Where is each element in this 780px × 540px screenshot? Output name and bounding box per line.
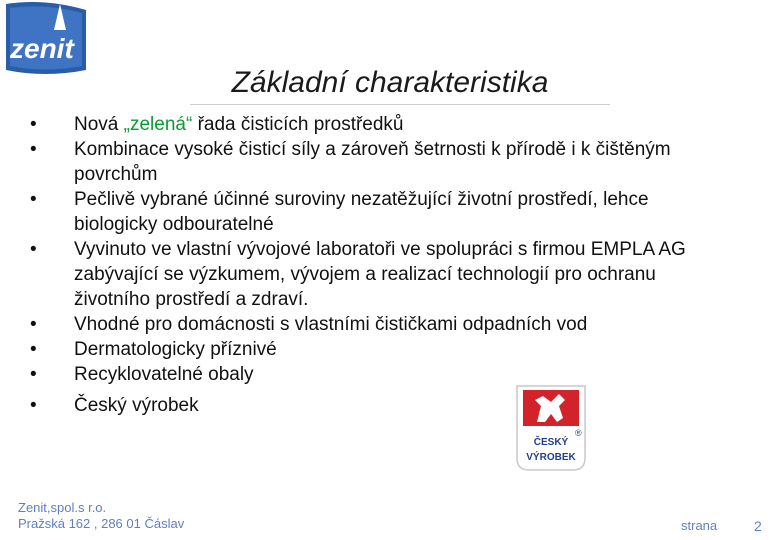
- list-item: [24, 137, 724, 187]
- bullet-dot-icon: •: [30, 314, 37, 335]
- list-item: [24, 393, 724, 418]
- list-item-text: Pečlivě vybrané účinné suroviny nezatěžující životní prostředí, lehce biologicky odbouratelné: [74, 189, 649, 235]
- footer-page-number: 2: [754, 518, 762, 534]
- list-item-text: Kombinace vysoké čisticí síly a zároveň šetrnosti k přírodě i k čištěným povrchům: [74, 139, 671, 185]
- title-divider: [190, 104, 610, 105]
- bullet-dot-icon: •: [30, 364, 37, 385]
- list-item-text: Český výrobek: [74, 395, 199, 416]
- bullet-dot-icon: •: [30, 339, 37, 360]
- badge-line2: VÝROBEK: [526, 452, 576, 463]
- list-item: [24, 337, 724, 362]
- page-title: Základní charakteristika: [231, 66, 549, 99]
- list-item: [24, 112, 724, 137]
- bullet-dot-icon: •: [30, 239, 37, 260]
- list-item-text: Recyklovatelné obaly: [74, 364, 254, 385]
- bullet-dot-icon: •: [30, 189, 37, 210]
- bullet-dot-icon: •: [30, 114, 37, 135]
- list-item-text: Vhodné pro domácnosti s vlastními čističkami odpadních vod: [74, 314, 588, 335]
- badge-registered: ®: [575, 428, 582, 438]
- list-item-prefix: Nová: [74, 114, 124, 135]
- list-item: [24, 362, 724, 387]
- zenit-logo: [0, 0, 90, 80]
- footer-company: Zenit,spol.s r.o.: [18, 500, 107, 515]
- badge-line1: ČESKÝ: [533, 437, 569, 448]
- list-item: [24, 187, 724, 237]
- list-item: [24, 312, 724, 337]
- footer-address: Pražská 162 , 286 01 Čáslav: [18, 516, 185, 531]
- logo-text: zenit: [10, 33, 74, 64]
- bullet-dot-icon: •: [30, 139, 37, 160]
- list-item-highlight: „zelená“: [123, 114, 193, 135]
- footer-page-label: strana: [681, 518, 718, 533]
- list-item-text: Vyvinuto ve vlastní vývojové laboratoři ve spolupráci s firmou EMPLA AG zabývající se výzkumem, vývojem a realizací technologií pro ochranu životního prostředí a zdraví.: [74, 239, 686, 310]
- list-item-suffix: řada čisticích prostředků: [192, 114, 404, 135]
- bullet-dot-icon: •: [30, 395, 37, 416]
- list-item-text: Dermatologicky příznivé: [74, 339, 277, 360]
- list-item: [24, 237, 724, 312]
- cesky-vyrobek-badge: [513, 382, 589, 474]
- bullet-list: [24, 112, 724, 418]
- footer-company-info: [18, 500, 184, 532]
